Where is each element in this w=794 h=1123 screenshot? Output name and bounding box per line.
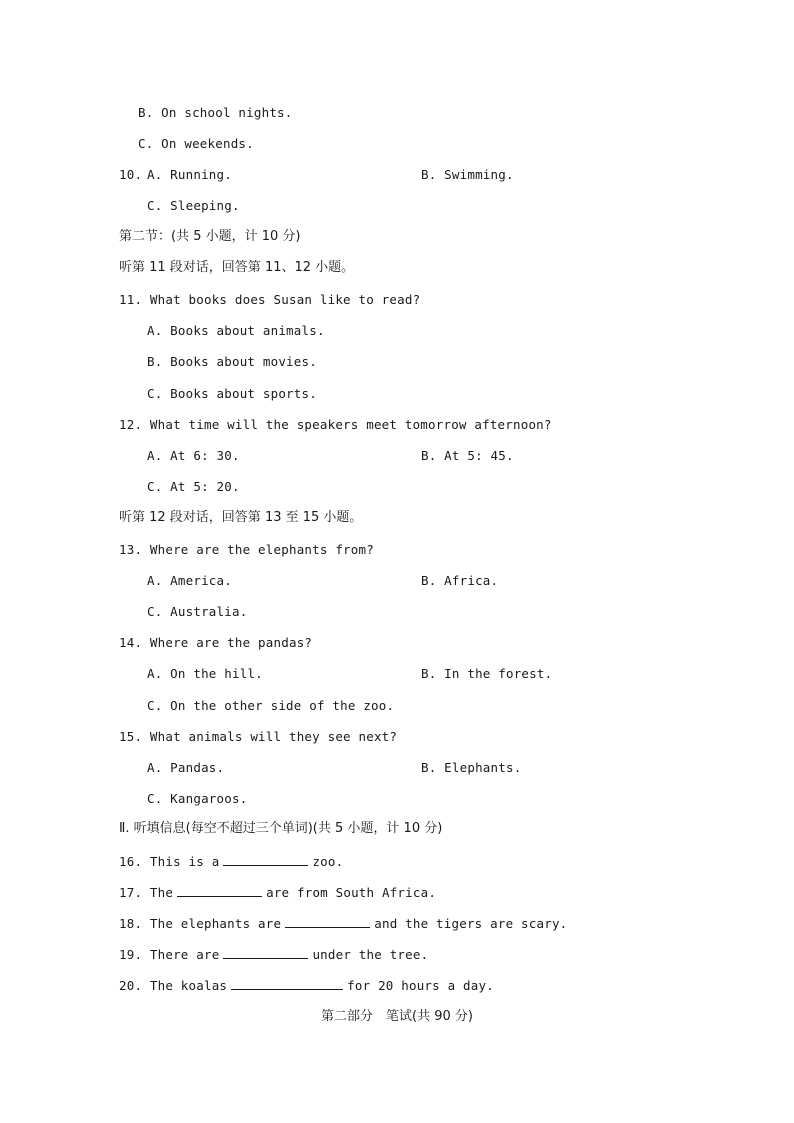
q18-answer-blank[interactable] (285, 916, 370, 928)
q13-option-b: B. Africa. (421, 573, 499, 588)
q18-before: 18. The elephants are (119, 916, 282, 931)
q14-option-a: A. On the hill. (147, 666, 263, 681)
q19-line (119, 947, 428, 963)
q17-before: 17. The (119, 885, 174, 900)
q14-option-c: C. On the other side of the zoo. (147, 698, 395, 713)
q10-option-c: C. Sleeping. (147, 198, 240, 213)
q20-answer-blank[interactable] (231, 978, 343, 990)
q12-option-a: A. At 6: 30. (147, 448, 240, 463)
q9-option-b: B. On school nights. (138, 105, 293, 120)
q19-before: 19. There are (119, 947, 220, 962)
q15-option-c: C. Kangaroos. (147, 791, 248, 806)
q16-before: 16. This is a (119, 854, 220, 869)
q11-option-b: B. Books about movies. (147, 354, 317, 369)
q18-after: and the tigers are scary. (374, 916, 568, 931)
q11-question: 11. What books does Susan like to read? (119, 292, 421, 307)
q16-line (119, 854, 343, 870)
q14-option-b: B. In the forest. (421, 666, 553, 681)
q18-line (119, 916, 567, 932)
q15-option-b: B. Elephants. (421, 760, 522, 775)
dialogue11-intro: 听第 11 段对话，回答第 11、12 小题。 (119, 260, 355, 275)
q10-option-b: B. Swimming. (421, 167, 514, 182)
q12-option-c: C. At 5: 20. (147, 479, 240, 494)
fill-section-heading: Ⅱ. 听填信息(每空不超过三个单词)(共 5 小题，计 10 分) (119, 821, 443, 836)
q15-option-a: A. Pandas. (147, 760, 225, 775)
q9-option-c: C. On weekends. (138, 136, 254, 151)
q10-option-a: A. Running. (147, 167, 232, 182)
q11-option-c: C. Books about sports. (147, 386, 317, 401)
q15-question: 15. What animals will they see next? (119, 729, 398, 744)
q13-question: 13. Where are the elephants from? (119, 542, 374, 557)
q13-option-c: C. Australia. (147, 604, 248, 619)
dialogue12-intro: 听第 12 段对话，回答第 13 至 15 小题。 (119, 510, 363, 525)
q14-question: 14. Where are the pandas? (119, 635, 313, 650)
q20-before: 20. The koalas (119, 978, 228, 993)
q12-option-b: B. At 5: 45. (421, 448, 514, 463)
q17-line (119, 885, 436, 901)
q17-answer-blank[interactable] (177, 885, 262, 897)
q20-after: for 20 hours a day. (347, 978, 494, 993)
q20-line (119, 978, 494, 994)
part2-heading: 第二部分 笔试(共 90 分) (321, 1009, 473, 1024)
q12-question: 12. What time will the speakers meet tomorrow afternoon? (119, 417, 552, 432)
section2-heading: 第二节：(共 5 小题，计 10 分) (119, 229, 301, 244)
q11-option-a: A. Books about animals. (147, 323, 325, 338)
q13-option-a: A. America. (147, 573, 232, 588)
q19-after: under the tree. (312, 947, 429, 962)
q19-answer-blank[interactable] (223, 947, 308, 959)
q17-after: are from South Africa. (266, 885, 437, 900)
q16-after: zoo. (312, 854, 344, 869)
q10-number: 10. (119, 167, 143, 182)
q16-answer-blank[interactable] (223, 854, 308, 866)
